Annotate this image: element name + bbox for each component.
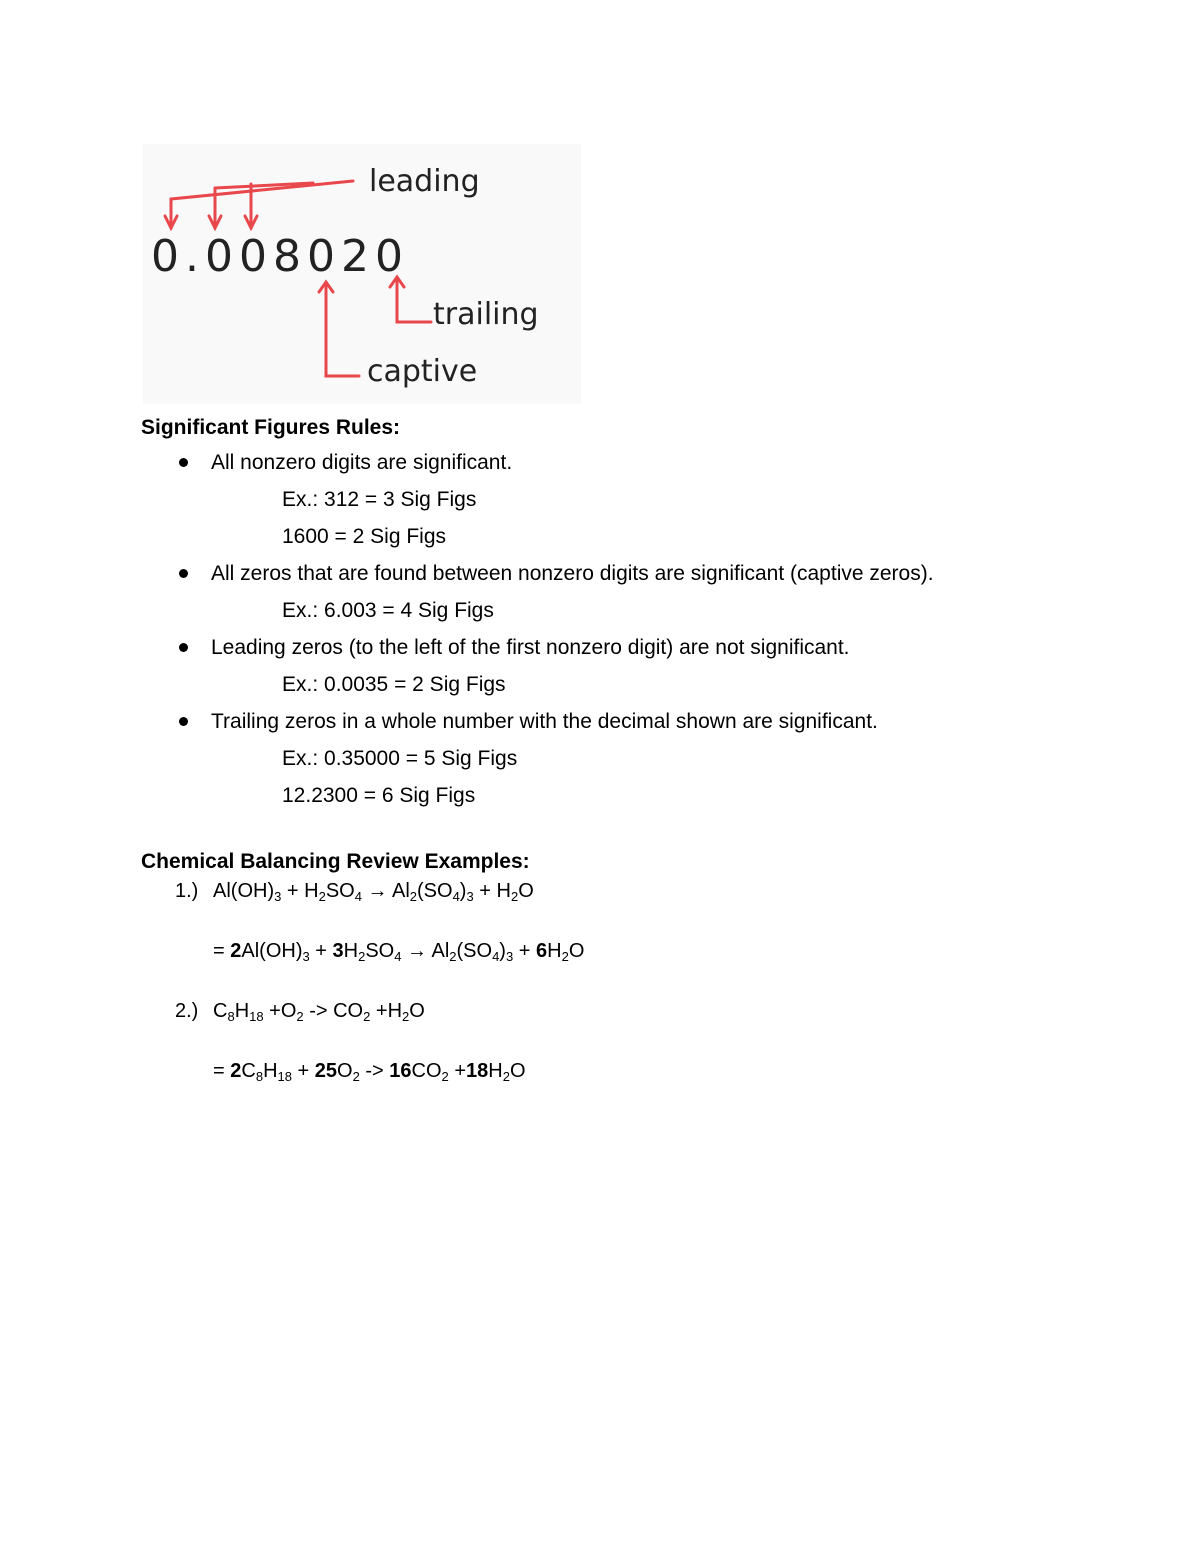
- equation-1-balanced: = $2Al(OH)_3 + 3H_2SO_4 \to Al_2(SO_4)_3 + 6H_2O$: [213, 940, 585, 964]
- rule-example: Ex.: 6.003 = 4 Sig Figs: [282, 599, 494, 622]
- rule-example: Ex.: 312 = 3 Sig Figs: [282, 488, 477, 511]
- equation-number: 1.): [175, 880, 199, 902]
- rule-item: [141, 629, 1141, 703]
- diagram-svg: [143, 144, 581, 404]
- label-trailing: trailing: [433, 297, 539, 332]
- sigfigs-heading: Significant Figures Rules:: [141, 416, 401, 439]
- rule-item: [141, 555, 1141, 629]
- rule-example: 12.2300 = 6 Sig Figs: [282, 784, 476, 807]
- leading-arrows: [165, 181, 353, 228]
- equation-2: 2.) $C_8H_{18} +O_2 -> CO_2 +H_2O$: [141, 996, 1141, 1026]
- balancing-heading: Chemical Balancing Review Examples:: [141, 850, 530, 873]
- trailing-arrow: [390, 277, 431, 322]
- equation-1: 1.) $Al(OH)_3 + H_2SO_4 \to Al_2(SO_4)_3 + H_2O$: [141, 876, 1141, 906]
- rule-text: Trailing zeros in a whole number with the decimal shown are significant.: [211, 710, 878, 733]
- captive-arrow: [319, 282, 359, 376]
- rule-example: Ex.: 0.0035 = 2 Sig Figs: [282, 673, 506, 696]
- rule-item: [141, 444, 1141, 555]
- equation-2-balanced: = $2C_8H_{18} + 25O_2 -> 16CO_2 +18H_2O$: [213, 1060, 526, 1084]
- equation-number: 2.): [175, 1000, 199, 1022]
- rule-text: All nonzero digits are significant.: [211, 451, 513, 474]
- document-body: [141, 414, 1141, 1116]
- label-captive: captive: [367, 354, 478, 389]
- rule-example: Ex.: 0.35000 = 5 Sig Figs: [282, 747, 518, 770]
- sig-fig-diagram: [143, 144, 581, 404]
- diagram-number: 0.008020: [151, 231, 409, 282]
- rule-example: 1600 = 2 Sig Figs: [282, 525, 447, 548]
- sigfigs-rules-list: [141, 444, 1141, 814]
- rule-text: Leading zeros (to the left of the first nonzero digit) are not significant.: [211, 636, 850, 659]
- label-leading: leading: [369, 164, 480, 199]
- rule-text: All zeros that are found between nonzero digits are significant (captive zeros).: [211, 562, 934, 585]
- balancing-section: [141, 848, 1141, 1086]
- rule-item: [141, 703, 1141, 814]
- leading-arrow-1: [171, 181, 353, 226]
